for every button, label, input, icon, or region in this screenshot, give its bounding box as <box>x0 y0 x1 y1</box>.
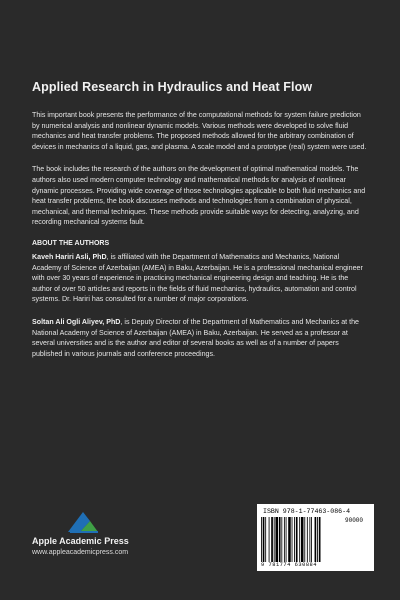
author-bio-text-1: , is affiliated with the Department of Mathematics and Mechanics, National Academy of Science of Azerbaijan (AMEA) in Baku, Azerbaijan. He is a professional mechanical engineer with over 30 years of experience in practicing mechanical engineering design and teaching. He is the author of over 50 articles and reports in the fields of fluid mechanics, hydraulics, automation and control systems. Dr. Hariri has consulted for a number of major corporations. <box>32 252 363 304</box>
author-bio-2 <box>32 317 370 359</box>
publisher-name: Apple Academic Press <box>32 536 129 546</box>
cover-text <box>32 110 370 371</box>
description-paragraph-2: The book includes the research of the authors on the development of optimal mathematical models. The authors also used modern computer technology and mathematical methods for analysis of nonlinear dynamic processes. Providing wide coverage of those technologies applicable to both fluid mechanics and heat transfer problems, the book discusses methods and technologies from a combination of physical, mechanical, and thermal techniques. These methods provide suitable ways for detecting, analyzing, and recording mechanical systems fault. <box>32 165 366 227</box>
ean-digits: 9 781774 630884 <box>261 562 318 568</box>
book-title: Applied Research in Hydraulics and Heat Flow <box>32 80 313 94</box>
description-paragraph-1: This important book presents the performance of the computational methods for system failure prediction by numerical analysis and nonlinear dynamic models. Various methods were developed to solve fluid mechanics and heat transfer problems. The proposed methods allowed for the arbitrary combination of devices in mechanics of a liquid, gas, and plasma. A scale model and a prototype (real) system were used. <box>32 111 367 151</box>
author-name-2: Soltan Ali Ogli Aliyev, PhD <box>32 317 121 326</box>
barcode-bars-icon <box>261 517 343 562</box>
about-authors-heading: ABOUT THE AUTHORS <box>32 239 110 247</box>
author-bio-1 <box>32 252 370 305</box>
author-bio-text-2: , is Deputy Director of the Department of Mathematics and Mechanics at the National Academy of Science of Azerbaijan (AMEA) in Baku, Azerbaijan. He served as a professor at several universities and is the author and editor of several books as well as of a number of papers published in various journals and conference proceedings. <box>32 317 359 358</box>
isbn-label: ISBN 978-1-77463-086-4 <box>263 508 351 515</box>
author-name-1: Kaveh Hariri Asli, PhD <box>32 252 107 261</box>
isbn-barcode <box>257 504 374 571</box>
publisher-url: www.appleacademicpress.com <box>32 549 129 556</box>
price-code: 90000 <box>345 517 364 524</box>
publisher-logo-icon <box>66 510 100 534</box>
publisher-block <box>32 510 172 560</box>
